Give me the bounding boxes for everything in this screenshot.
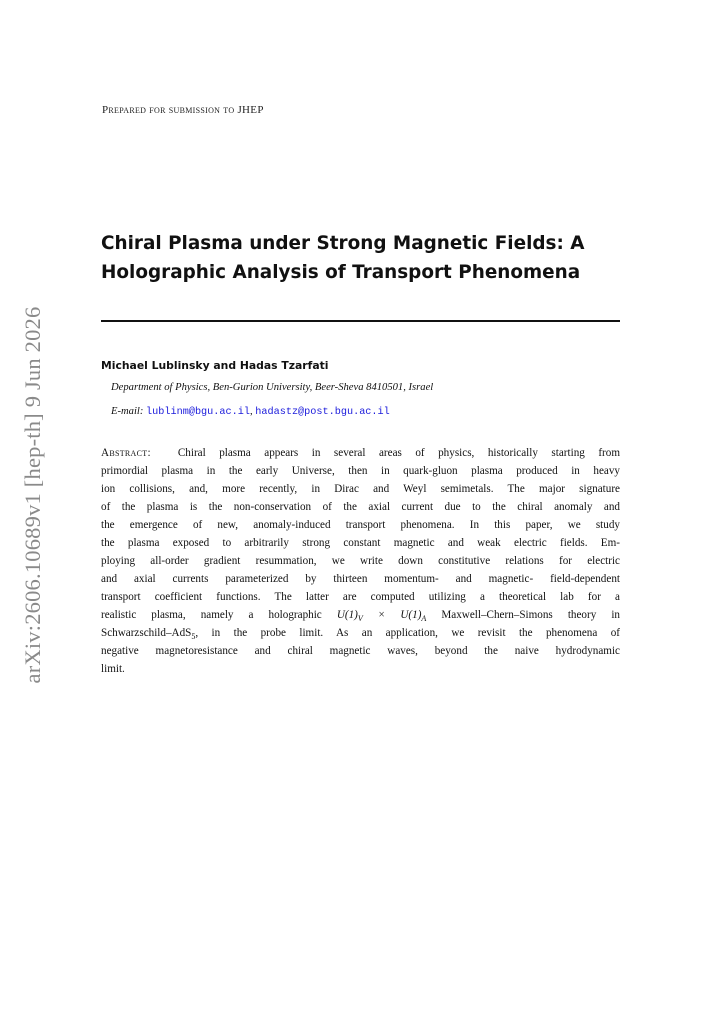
email-line [111,406,390,418]
abstract-label: Abstract: [101,447,151,459]
abstract-line [101,624,620,642]
abstract-text: realistic plasma, namely a holographic [101,609,337,621]
abstract-line: limit. [101,663,125,675]
subscript: 5 [191,632,196,642]
author-list: Michael Lublinsky and Hadas Tzarfati [101,359,329,372]
paper-title [101,229,621,287]
abstract-line: negative magnetoresistance and chiral magnetic waves, beyond the naive hydrodynamic [101,645,620,657]
title-divider [101,320,620,322]
abstract-line: the emergence of new, anomaly-induced transport phenomena. In this paper, we study [101,519,620,531]
abstract [101,444,620,678]
abstract-line: and axial currents parameterized by thirteen momentum- and magnetic- field-dependent [101,573,620,585]
abstract-line: transport coefficient functions. The latter are computed utilizing a theoretical lab for a [101,591,620,603]
email-label: E-mail: [111,406,144,417]
abstract-text: Maxwell–Chern–Simons theory in [426,609,620,621]
abstract-text: Schwarzschild–AdS [101,627,192,639]
symmetry-group-formula: $U(1)_V \times U(1)_A$ [336,609,427,624]
abstract-text: Chiral plasma appears in several areas of physics, historically starting from [177,447,621,459]
email-link-1[interactable]: lublinm@bgu.ac.il [146,407,250,418]
email-link-2[interactable]: hadastz@post.bgu.ac.il [255,407,390,418]
abstract-line [101,606,620,624]
submission-note: Prepared for submission to JHEP [102,104,264,116]
email-separator: , [249,406,256,417]
abstract-line: of the plasma is the non-conservation of the axial current due to the chiral anomaly and [101,501,620,513]
arxiv-identifier: arXiv:2606.10689v1 [hep-th] 9 Jun 2026 [20,306,45,684]
title-line-1: Chiral Plasma under Strong Magnetic Fields: A [101,233,585,254]
abstract-line: ion collisions, and, more recently, in Dirac and Weyl semimetals. The major signature [101,483,620,495]
abstract-line: primordial plasma in the early Universe, then in quark-gluon plasma produced in heavy [101,465,620,477]
affiliation: Department of Physics, Ben-Gurion University, Beer-Sheva 8410501, Israel [111,382,434,393]
abstract-text: , in the probe limit. As an application, we revisit the phenomena of [195,627,620,639]
abstract-line: the plasma exposed to arbitrarily strong constant magnetic and weak electric fields. Em- [101,537,620,549]
title-line-2: Holographic Analysis of Transport Phenomena [101,262,581,283]
abstract-line [101,444,620,462]
abstract-line: ploying all-order gradient resummation, we write down constitutive relations for electric [101,555,620,567]
